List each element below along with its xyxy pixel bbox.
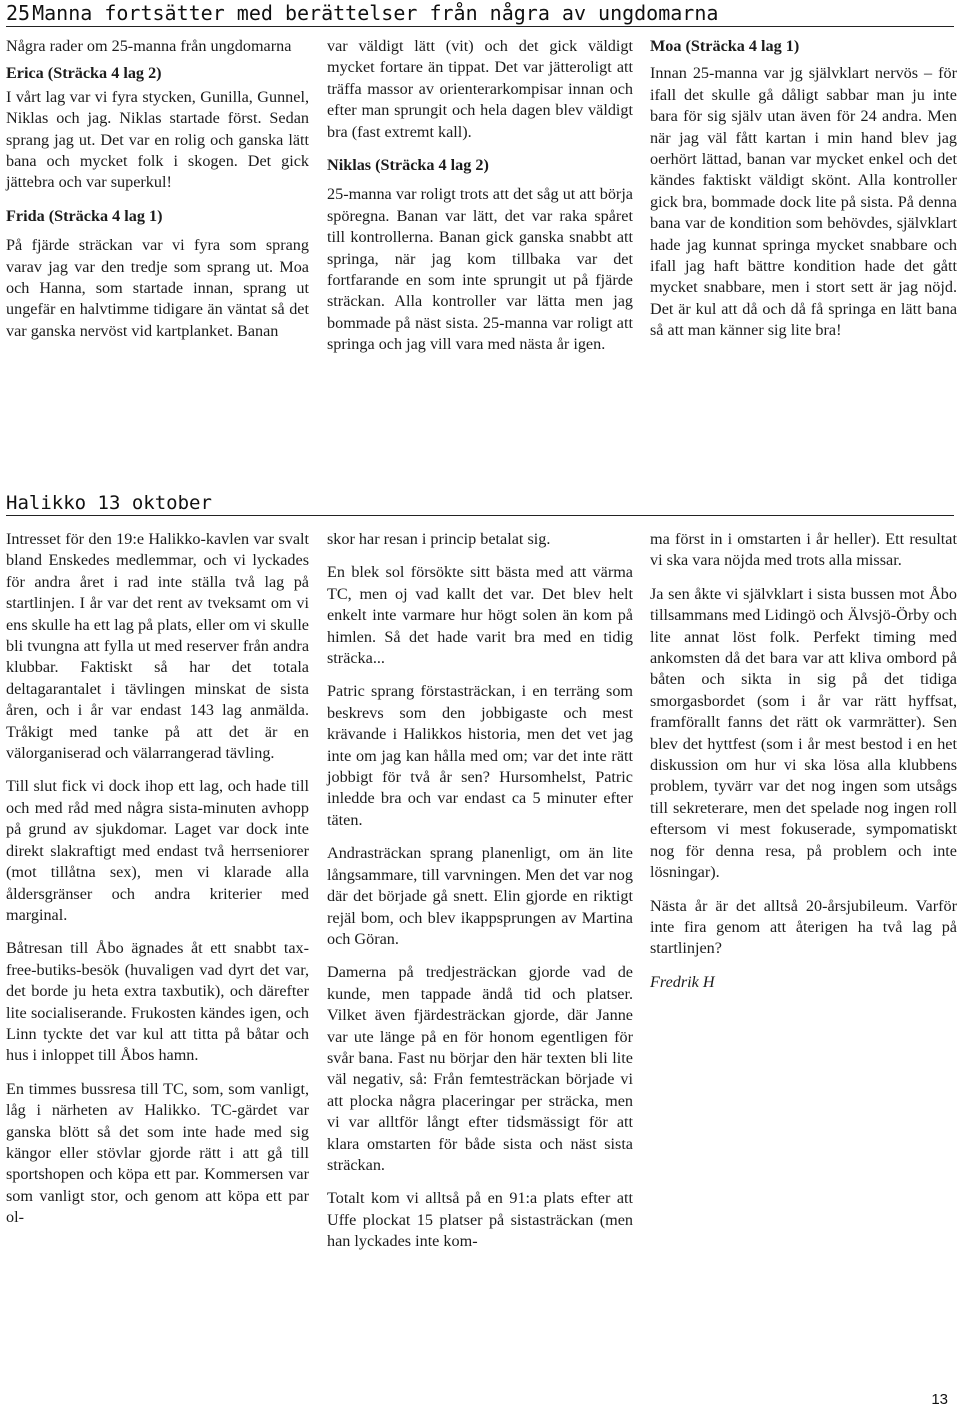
halikko-paragraph: Till slut fick vi dock ihop ett lag, och hade till och med råd med några sista-minuten avhopp på grund av sjukdomar. Laget var dock inte direkt slakraftigt med endast två herrseniorer (mot tillåtna sex), men vi klarade alla åldersgränser och andra kriterier med marginal. — [6, 777, 309, 924]
halikko-paragraph: En timmes bussresa till TC, som, som vanligt, låg i närheten av Halikko. TC-gärdet var ganska blött så det som inte hade med sig kängor eller stövlar gjorde rätt i att gå till sportshopen och köpa ett par. Kommersen var som vanligt stor, och genom att köpa ett par ol- — [6, 1079, 309, 1227]
top-column-2 — [327, 36, 633, 368]
page-header — [6, 0, 954, 27]
erica-heading: Erica (Sträcka 4 lag 2) — [6, 64, 162, 83]
niklas-heading: Niklas (Sträcka 4 lag 2) — [327, 156, 489, 175]
frida-text: På fjärde sträckan var vi fyra som sprang varav jag var den tredje som sprang ut. Moa och Hanna, som startade innan, sprang ut ungefär en halvtimme tidigare än väntat så det var ganska nervöst vid kartplanket. Banan — [6, 236, 309, 340]
moa-heading: Moa (Sträcka 4 lag 1) — [650, 37, 800, 55]
halikko-paragraph: ma först in i omstarten i år heller). Ett resultat vi ska vara nöjda med trots alla missar. — [650, 530, 957, 570]
frida-text-continued: var väldigt lätt (vit) och det gick väldigt mycket fortare än tippat. Det var jätteroligt att träffa massor av orienterarkompisar innan och efter man sprungit och hela dagen blev väldigt bra (fast extremt kall). — [327, 37, 633, 141]
halikko-paragraph: Nästa år är det alltså 20-årsjubileum. Varför inte fira genom att återigen ha två lag på startlinjen? — [650, 896, 957, 958]
halikko-paragraph: En blek sol försökte sitt bästa med att värma TC, men oj vad kallt det var. Det blev helt enkelt inte varmare hur högt solen än kom på himlen. Så det hade varit bra med en tidig sträcka... — [327, 563, 633, 668]
halikko-column-2 — [327, 529, 633, 1265]
intro-text: Några rader om 25-manna från ungdomarna — [6, 37, 292, 55]
header-number: 25 — [6, 1, 31, 25]
halikko-paragraph: Andrasträckan sprang planenligt, om än lite långsammare, till varvningen. Men det var nog där det började gå snett. Elin gjorde en riktigt rejäl bom, och blev ikappsprungen av Martina och Göran. — [327, 844, 633, 948]
frida-heading: Frida (Sträcka 4 lag 1) — [6, 206, 163, 225]
halikko-paragraph: Totalt kom vi alltså på en 91:a plats efter att Uffe plockat 15 platser på sistasträckan (men han lyckades inte kom- — [327, 1189, 633, 1251]
header-title: Manna fortsätter med berättelser från några av ungdomarna — [32, 1, 719, 25]
author-signature: Fredrik H — [650, 972, 715, 991]
halikko-column-1 — [6, 529, 309, 1241]
top-column-1 — [6, 36, 309, 354]
halikko-paragraph: Damerna på tredjesträckan gjorde vad de kunde, men tappade ändå tid och platser. Vilket även fjärdesträckan gjorde, där Janne var ute länge på en för honom egentligen för svår bana. Fast nu börjar den här texten bli lite väl negativ, så: Från femtesträckan började vi att plocka några placeringar per sträcka, men vi var alltför långt efter tidsmässigt för att klara omstarten för både sista och näst sista sträckan. — [327, 963, 633, 1174]
halikko-paragraph: Intresset för den 19:e Halikko-kavlen var svalt bland Enskedes medlemmar, och vi lyckades för andra året i rad inte ställa två lag på startlinjen. I år var det rent av tveksamt om vi ens skulle ha ett lag på plats, eller om vi skulle bli tvungna att fylla ut med reserver från andra klubbar. Faktiskt så har det totala deltagarantalet i tävlingen minskat de sista åren, och i år var endast 143 lag anmälda. Tråkigt med tanke på att det är en välorganiserad och välarrangerad tävling. — [6, 530, 309, 763]
halikko-column-3 — [650, 529, 957, 1005]
halikko-paragraph: Ja sen åkte vi självklart i sista bussen mot Åbo tillsammans med Lidingö och Älvsjö-Örby och lite annat löst folk. Perfekt timing med ankomsten då det bara var att kliva ombord på båten och sikta in sig på det tidiga smorgasbordet (som i år var rätt hyffsat, framförallt fanns det rätt ok varmrätter). Sen blev det hyttfest (som i år mest bestod i en het diskussion om hur vi ska lösa alla klubbens problem, tyvärr var det nog ingen som utsågs till sekreterare, men det spelade nog ingen roll eftersom vi mest fokuserade, sympomatiskt nog för denna resa, på problem och inte lösningar). — [650, 584, 957, 882]
page-number: 13 — [931, 1391, 948, 1408]
moa-text: Innan 25-manna var jg självklart nervös – för ifall det skulle gå dåligt sabbar man ju inte bara för sig själv utan även för 24 andra. Men när jag väl fått kartan i min hand blev jag oerhört lättad, banan var mycket enkel och det kändes faktiskt väldigt skönt. Alla kontroller gick bra, bommade dock lite på sista. På denna bana var de kondition som behövdes, självklart hade jag kunnat springa mycket snabbare och ifall jag haft bättre kondition hade det gått mycket snabbare, men i stort sett är jag nöjd. Det är kul att då och då få springa en lätt bana så att man känner sig lite bra! — [650, 64, 957, 340]
top-column-3 — [650, 36, 957, 354]
niklas-text: 25-manna var roligt trots att det såg ut att börja spöregna. Banan var lätt, det var raka spåret till kontrollerna. Banan gick ganska snabbt att springa, när jag kom tillbaka var det fortfarande en som inte sprungit ut på fjärde sträckan. Alla kontroller var lätta men jag bommade på näst sista. 25-manna var roligt att springa och jag vill vara med nästa år igen. — [327, 185, 633, 354]
halikko-section-title: Halikko 13 oktober — [6, 491, 954, 516]
halikko-paragraph: Patric sprang förstasträckan, i en terräng som beskrevs som den jobbigaste och mest krävande i Halikkos historia, men det vet jag inte om jag kan hålla med om; var det inte rätt jobbigt för två år sen? Hursomhelst, Patric inledde bra och var endast ca 5 minuter efter täten. — [327, 682, 633, 829]
halikko-paragraph: Båtresan till Åbo ägnades åt ett snabbt tax-free-butiks-besök (huvaligen vad dyrt det var, det borde ju heta extra taxbutik), och därefter lite socialiserande. Frukosten kändes igen, och Linn tyckte det var kul att titta på båtar och hus i inloppet till Åbos hamn. — [6, 939, 309, 1065]
halikko-paragraph: skor har resan i princip betalat sig. — [327, 530, 551, 548]
erica-text: I vårt lag var vi fyra stycken, Gunilla, Gunnel, Niklas och jag. Niklas startade först. Sedan sprang jag ut. Det var en rolig och ganska lätt bana och mycket folk i skogen. Det gick jättebra och var superkul! — [6, 87, 309, 192]
